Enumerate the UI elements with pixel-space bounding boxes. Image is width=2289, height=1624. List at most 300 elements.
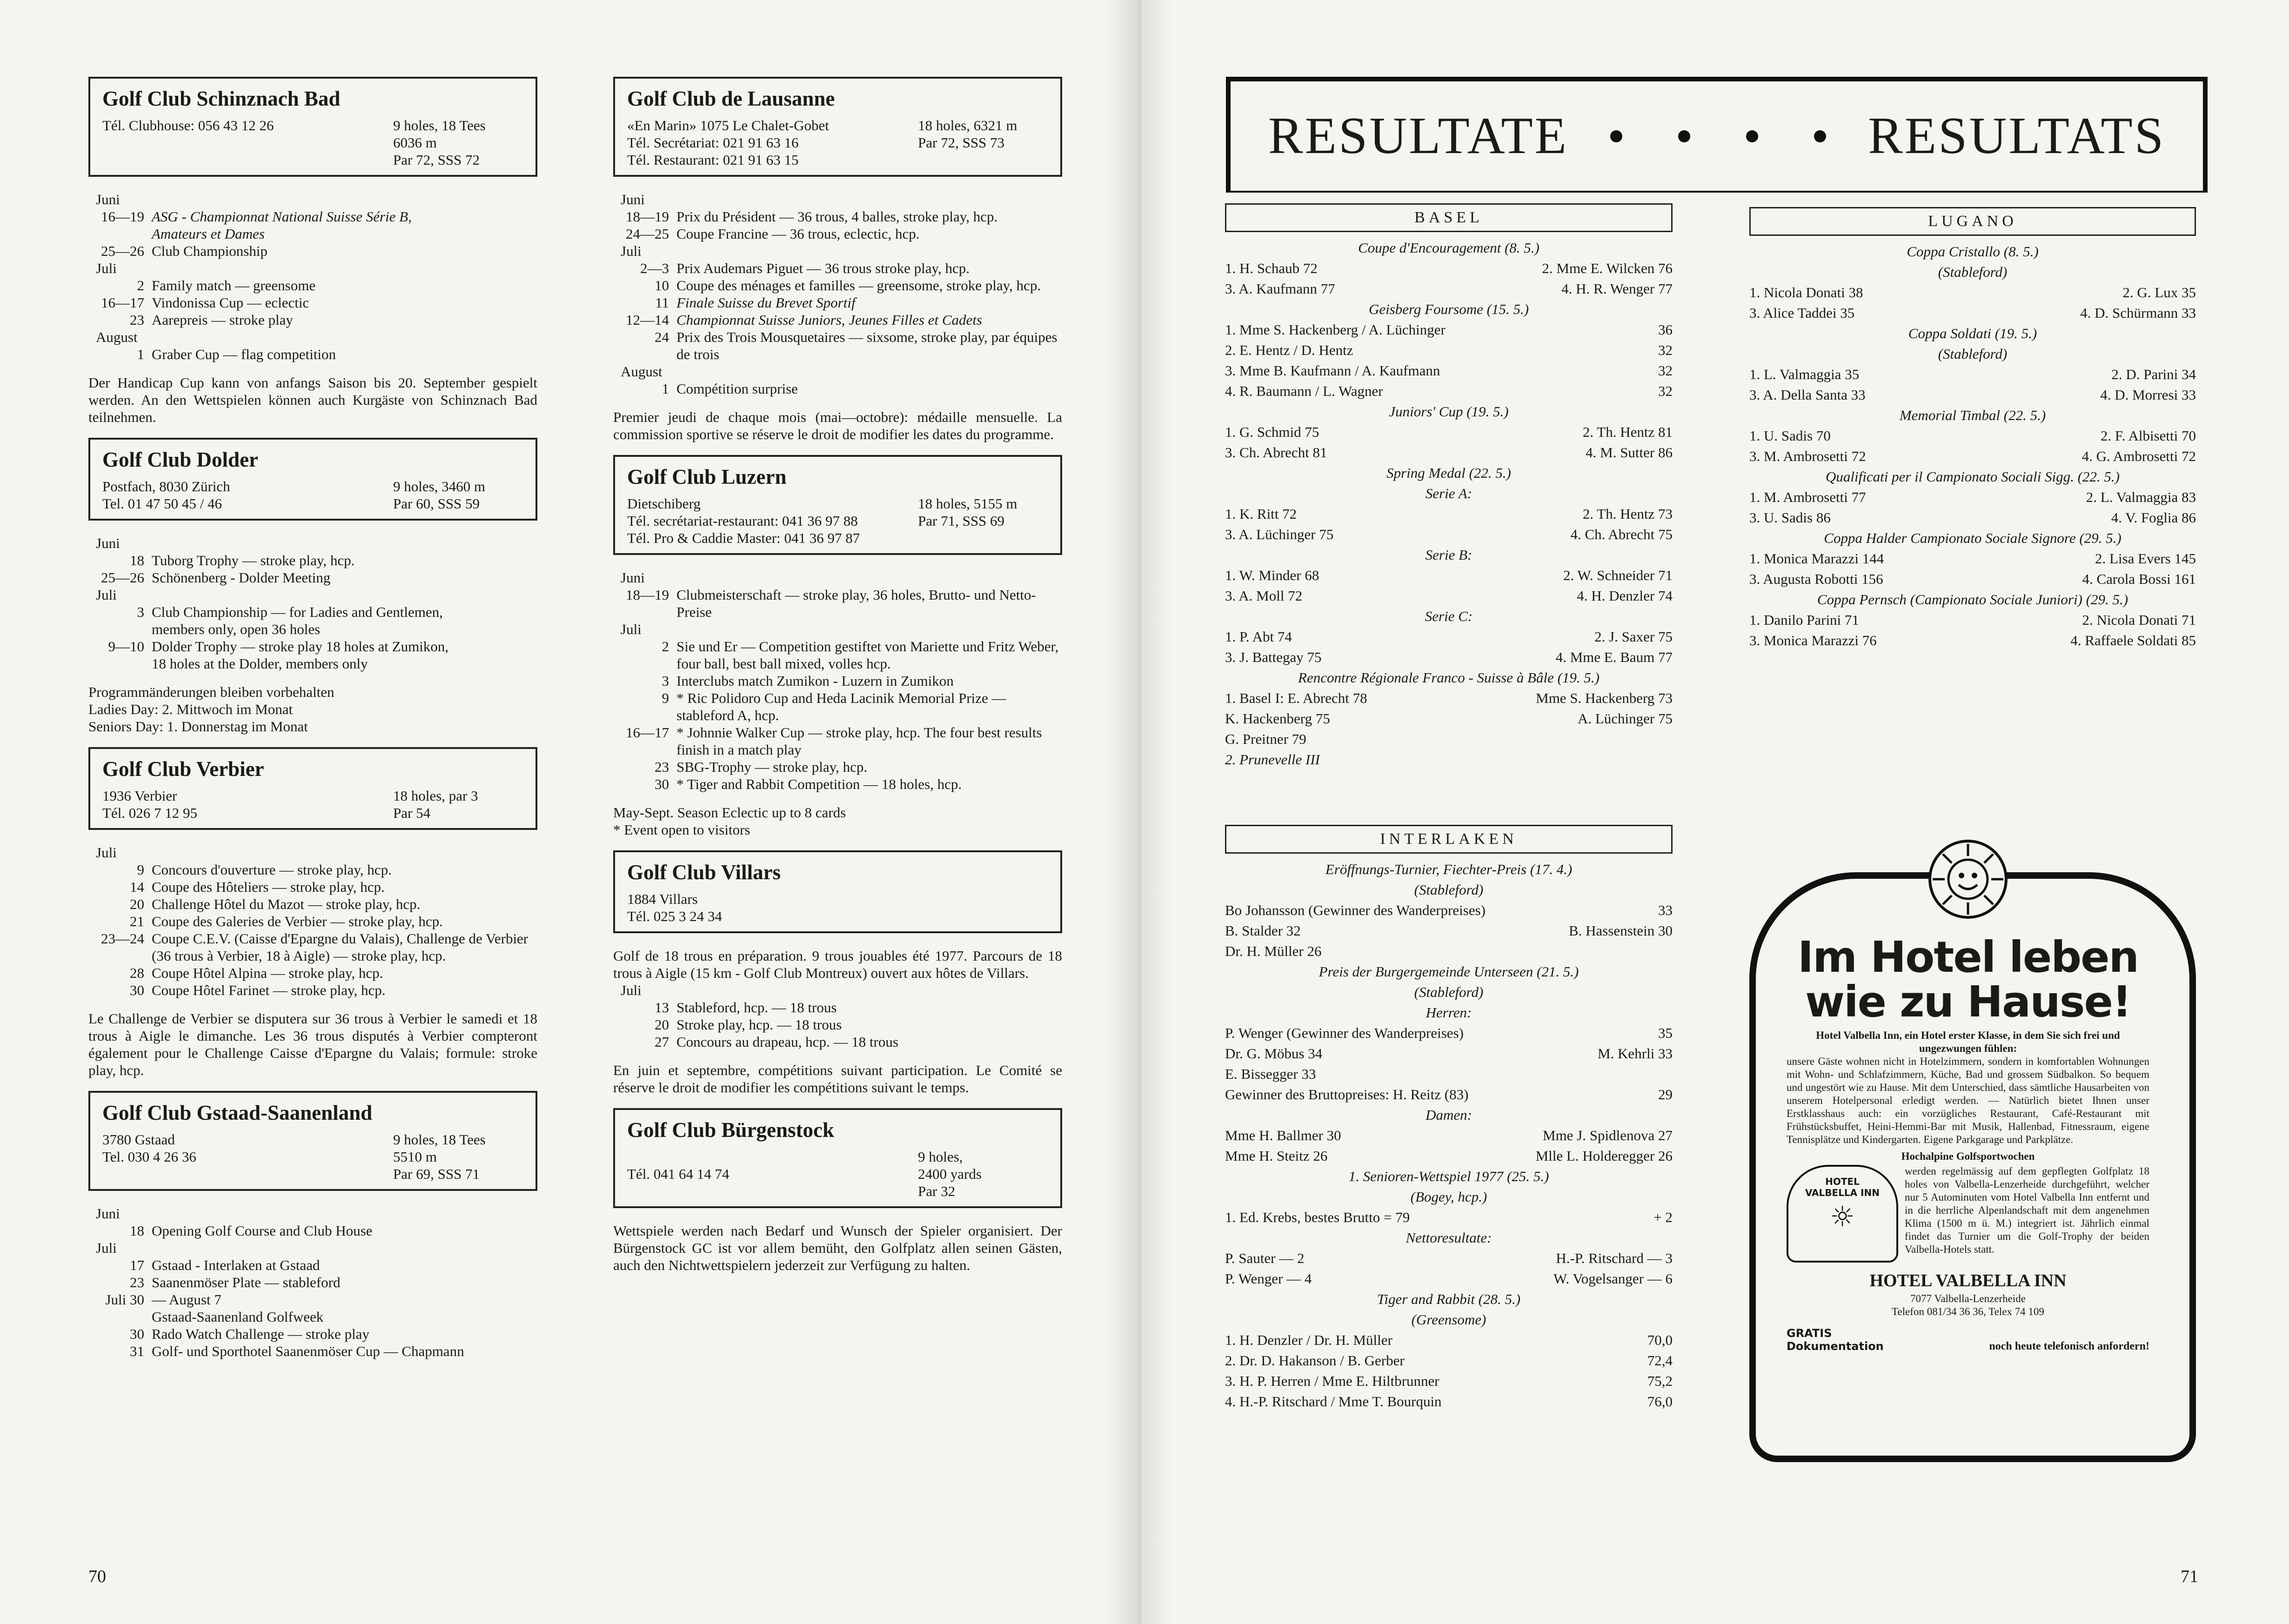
schedule-line	[613, 260, 1062, 277]
result-left: K. Hackenberg 75	[1225, 710, 1330, 727]
result-left: 3. A. Moll 72	[1225, 588, 1303, 604]
bullet-icon	[1610, 130, 1622, 142]
schedule-line	[88, 964, 537, 982]
schedule-line	[88, 878, 537, 896]
schedule-line	[88, 621, 537, 638]
result-left: Mme H. Ballmer 30	[1225, 1127, 1341, 1143]
schedule-line	[88, 982, 537, 999]
result-left: B. Stalder 32	[1225, 922, 1301, 939]
schedule-date: 1	[662, 381, 669, 397]
schedule-date: 20	[655, 1016, 669, 1033]
schedule-text: members only, open 36 holes	[152, 621, 321, 637]
result-right: 4. H. R. Wenger 77	[1561, 281, 1673, 297]
event-title: Nettoresultate:	[1406, 1230, 1492, 1246]
book-gutter	[1107, 0, 1172, 1624]
result-left: 1. Basel I: E. Abrecht 78	[1225, 690, 1367, 706]
schedule-line	[613, 638, 1062, 672]
result-left: 4. R. Baumann / L. Wagner	[1225, 383, 1383, 399]
schedule-text: Interclubs match Zumikon - Luzern in Zumikon	[676, 673, 954, 689]
result-row	[1225, 258, 1673, 279]
club-box-luzern	[613, 455, 1062, 555]
results-interlaken	[1225, 825, 1673, 1412]
club-address: Tél. 041 64 14 74	[627, 1166, 730, 1182]
result-left: 2. Prunevelle III	[1225, 751, 1320, 768]
schedule-text: Tuborg Trophy — stroke play, hcp.	[152, 552, 355, 568]
schedule-line	[613, 311, 1062, 328]
schedule-text: * Tiger and Rabbit Competition — 18 holes, hcp.	[676, 776, 962, 792]
schedule-text: Juli	[96, 587, 117, 603]
schedule-text: Prix du Président — 36 trous, 4 balles, stroke play, hcp.	[676, 208, 998, 225]
result-row	[1749, 385, 2196, 405]
right-page	[1135, 0, 2289, 1624]
result-row	[1225, 1125, 1673, 1146]
schedule-date: 3	[662, 673, 669, 689]
event-title: Juniors' Cup (19. 5.)	[1389, 403, 1509, 420]
result-row	[1225, 1084, 1673, 1105]
schedule-date: 9—10	[108, 638, 144, 655]
result-row	[1225, 320, 1673, 340]
schedule-line	[613, 999, 1062, 1016]
schedule-text: Gstaad - Interlaken at Gstaad	[152, 1257, 320, 1273]
event-title: Coppa Soldati (19. 5.)	[1908, 325, 2037, 341]
result-row	[1225, 1248, 1673, 1269]
result-row	[1225, 361, 1673, 381]
result-left: E. Bissegger 33	[1225, 1066, 1316, 1082]
schedule-line	[88, 1343, 537, 1360]
result-row	[1225, 1391, 1673, 1412]
schedule-date: 23	[130, 1274, 144, 1290]
result-left: Dr. H. Müller 26	[1225, 943, 1322, 959]
schedule-text: Coupe des Hôteliers — stroke play, hcp.	[152, 879, 385, 895]
schedule-line	[88, 294, 537, 311]
result-left: 3. M. Ambrosetti 72	[1749, 448, 1866, 464]
schedule-date: 14	[130, 879, 144, 895]
result-left: Mme H. Steitz 26	[1225, 1148, 1328, 1164]
schedule-text: Coupe C.E.V. (Caisse d'Epargne du Valais), Challenge de Verbier (36 trous à Verbier, 18 à Aigle) — stroke play, hcp.	[152, 930, 529, 964]
schedule-line	[613, 242, 1062, 260]
result-left: 1. Mme S. Hackenberg / A. Lüchinger	[1225, 321, 1446, 338]
ad-body: werden regelmässig auf dem gepflegten Golfplatz 18 holes von Valbella-Lenzerheide durchgeführt, welcher nur 5 Autominuten vom Hotel Valbella Inn entfernt und in die herrliche Alpenlandschaft mit dem angenehmen Klima (1500 m ü. M.) integriert ist. Jährlich einmal findet das Turnier um die Golf-Trophy der beiden Valbella-Hotels statt.	[1905, 1165, 2149, 1255]
club-note: Premier jeudi de chaque mois (mai—octobre): médaille mensuelle. La commission sportive se réserve le droit de modifier les dates du programme.	[613, 409, 1062, 442]
result-left: 1. Danilo Parini 71	[1749, 612, 1859, 628]
club-box-schinznach	[88, 77, 537, 177]
schedule-text: Coupe Hôtel Farinet — stroke play, hcp.	[152, 982, 386, 998]
result-right: 32	[1658, 383, 1673, 399]
result-left: 1. K. Ritt 72	[1225, 506, 1297, 522]
result-right: 33	[1658, 902, 1673, 918]
schedule-date: 23	[130, 312, 144, 328]
schedule-verbier	[88, 844, 537, 999]
bullet-icon	[1814, 130, 1826, 142]
result-row	[1225, 749, 1673, 770]
result-right: Mme S. Hackenberg 73	[1536, 690, 1673, 706]
club-box-burgenstock	[613, 1108, 1062, 1208]
result-right: 4. V. Foglia 86	[2111, 509, 2196, 526]
schedule-line	[88, 311, 537, 328]
result-row	[1225, 941, 1673, 962]
schedule-text: Amateurs et Dames	[152, 226, 265, 242]
schedule-line	[613, 758, 1062, 775]
schedule-line	[88, 535, 537, 552]
banner-dots	[1610, 130, 1826, 142]
result-right: 2. J. Saxer 75	[1594, 628, 1673, 645]
club-course-info: 18 holes, par 3 Par 54	[393, 788, 478, 821]
schedule-text: Saanenmöser Plate — stableford	[152, 1274, 341, 1290]
schedule-date: 2—3	[640, 260, 669, 276]
club-course-info: 9 holes, 18 Tees 6036 m Par 72, SSS 72	[393, 117, 486, 168]
schedule-text: Compétition surprise	[676, 381, 798, 397]
result-right: M. Kehrli 33	[1597, 1045, 1673, 1062]
result-row	[1225, 729, 1673, 749]
club-course-info: 9 holes, 2400 yards Par 32	[918, 1149, 982, 1199]
schedule-line	[88, 1205, 537, 1222]
result-row	[1225, 627, 1673, 647]
hotel-logo-text: HOTEL VALBELLA INN	[1805, 1176, 1880, 1198]
result-row	[1225, 422, 1673, 442]
result-right: 75,2	[1647, 1373, 1673, 1389]
schedule-date: 2	[137, 277, 144, 294]
city-header: BASEL	[1225, 203, 1673, 232]
schedule-line	[613, 1016, 1062, 1033]
club-address: «En Marin» 1075 Le Chalet-Gobet Tél. Secrétariat: 021 91 63 16 Tél. Restaurant: 021 91 63 15	[627, 117, 829, 168]
schedule-text: Schönenberg - Dolder Meeting	[152, 569, 331, 586]
schedule-text: Stableford, hcp. — 18 trous	[676, 999, 837, 1016]
schedule-line	[88, 277, 537, 294]
club-box-gstaad	[88, 1091, 537, 1191]
schedule-text: Coupe Hôtel Alpina — stroke play, hcp.	[152, 965, 383, 981]
event-title: (Stableford)	[1938, 264, 2008, 280]
result-left: Gewinner des Bruttopreises: H. Reitz (83)	[1225, 1086, 1469, 1103]
results-lugano	[1749, 207, 2196, 651]
club-box-lausanne	[613, 77, 1062, 177]
event-title: (Greensome)	[1411, 1311, 1486, 1328]
result-row	[1225, 688, 1673, 708]
schedule-date: Juli 30	[105, 1291, 144, 1308]
schedule-line	[613, 363, 1062, 380]
event-title: (Stableford)	[1938, 346, 2008, 362]
result-left: G. Preitner 79	[1225, 731, 1306, 747]
schedule-line	[88, 225, 537, 242]
schedule-line	[88, 1325, 537, 1343]
event-title: Coppa Pernsch (Campionato Sociale Juniori) (29. 5.)	[1817, 591, 2128, 608]
result-row	[1749, 446, 2196, 467]
results-basel	[1225, 203, 1673, 770]
result-right: 4. Mme E. Baum 77	[1555, 649, 1673, 665]
result-left: 1. Ed. Krebs, bestes Brutto = 79	[1225, 1209, 1410, 1225]
ad-content	[1787, 932, 2149, 1353]
schedule-line	[88, 1222, 537, 1239]
schedule-line	[613, 586, 1062, 621]
club-course-info: 9 holes, 3460 m Par 60, SSS 59	[393, 478, 486, 512]
schedule-date: 23—24	[101, 930, 144, 947]
event-title: Qualificati per il Campionato Sociali Sigg. (22. 5.)	[1825, 468, 2120, 485]
schedule-date: 18	[130, 1223, 144, 1239]
schedule-line	[613, 191, 1062, 208]
schedule-text: Juli	[96, 1240, 117, 1256]
result-left: P. Sauter — 2	[1225, 1250, 1305, 1266]
schedule-text: Graber Cup — flag competition	[152, 346, 336, 362]
result-left: 3. Monica Marazzi 76	[1749, 632, 1877, 648]
schedule-line	[613, 982, 1062, 999]
event-title: Preis der Burgergemeinde Unterseen (21. 5.)	[1319, 963, 1579, 980]
schedule-date: 20	[130, 896, 144, 912]
schedule-date: 25—26	[101, 243, 144, 259]
result-left: 1. Nicola Donati 38	[1749, 284, 1863, 301]
schedule-text: Juli	[621, 621, 642, 637]
schedule-line	[613, 689, 1062, 724]
schedule-date: 9	[662, 690, 669, 706]
result-right: 4. G. Ambrosetti 72	[2082, 448, 2196, 464]
result-row	[1225, 381, 1673, 401]
schedule-text: Juni	[96, 191, 120, 207]
result-row	[1225, 1146, 1673, 1166]
schedule-line	[88, 1256, 537, 1274]
results-list	[1225, 859, 1673, 1412]
ad-headline: Im Hotel leben	[1798, 932, 2138, 982]
event-title: Memorial Timbal (22. 5.)	[1899, 407, 2046, 423]
schedule-date: 10	[655, 277, 669, 294]
result-right: 35	[1658, 1025, 1673, 1041]
schedule-date: 21	[130, 913, 144, 929]
result-row	[1749, 282, 2196, 303]
schedule-date: 13	[655, 999, 669, 1016]
result-row	[1749, 508, 2196, 528]
schedule-date: 28	[130, 965, 144, 981]
schedule-text: Opening Golf Course and Club House	[152, 1223, 373, 1239]
club-box-villars	[613, 850, 1062, 933]
schedule-text: Dolder Trophy — stroke play 18 holes at Zumikon,	[152, 638, 449, 655]
schedule-text: ASG - Championnat National Suisse Série B,	[152, 208, 412, 225]
schedule-date: 16—19	[101, 208, 144, 225]
schedule-text: Juni	[621, 191, 645, 207]
event-title: Rencontre Régionale Franco - Suisse à Bâle (19. 5.)	[1298, 669, 1600, 686]
schedule-line	[88, 913, 537, 930]
result-right: Mlle L. Holderegger 26	[1535, 1148, 1673, 1164]
result-right: 70,0	[1647, 1332, 1673, 1348]
schedule-date: 16—17	[626, 724, 669, 741]
result-right: 2. W. Schneider 71	[1563, 567, 1673, 583]
schedule-text: Coupe Francine — 36 trous, eclectic, hcp.	[676, 226, 920, 242]
result-left: 3. Alice Taddei 35	[1749, 305, 1855, 321]
schedule-text: Juni	[96, 535, 120, 551]
club-name: Golf Club de Lausanne	[627, 87, 835, 110]
schedule-text: Prix des Trois Mousquetaires — sixsome, stroke play, par équipes de trois	[676, 329, 1057, 362]
result-row	[1225, 504, 1673, 524]
club-name: Golf Club Dolder	[102, 448, 259, 471]
event-title: Serie B:	[1425, 547, 1472, 563]
schedule-line	[88, 603, 537, 621]
result-right: 4. H. Denzler 74	[1577, 588, 1673, 604]
result-row	[1749, 548, 2196, 569]
club-note: Programmänderungen bleiben vorbehalten Ladies Day: 2. Mittwoch im Monat Seniors Day: 1. Donnerstag im Monat	[88, 684, 335, 735]
result-right: 4. D. Morresi 33	[2100, 387, 2196, 403]
schedule-line	[88, 552, 537, 569]
result-right: 4. Ch. Abrecht 75	[1570, 526, 1673, 542]
result-left: 1. U. Sadis 70	[1749, 428, 1831, 444]
schedule-line	[613, 672, 1062, 689]
event-title: Tiger and Rabbit (28. 5.)	[1377, 1291, 1521, 1307]
schedule-line	[613, 621, 1062, 638]
result-right: 36	[1658, 321, 1673, 338]
schedule-text: Concours d'ouverture — stroke play, hcp.	[152, 862, 392, 878]
result-left: 1. H. Denzler / Dr. H. Müller	[1225, 1332, 1392, 1348]
hotel-phone: Telefon 081/34 36 36, Telex 74 109	[1892, 1306, 2044, 1317]
result-row	[1225, 279, 1673, 299]
club-name: Golf Club Luzern	[627, 465, 787, 488]
schedule-date: 2	[662, 638, 669, 655]
event-title: Coppa Halder Campionato Sociale Signore (29. 5.)	[1824, 530, 2122, 546]
schedule-text: Clubmeisterschaft — stroke play, 36 holes, Brutto- und Netto-Preise	[676, 587, 1036, 620]
left-column-2	[613, 77, 1062, 1286]
schedule-line	[613, 208, 1062, 225]
sun-icon: ☼	[1830, 1201, 1855, 1233]
club-name: Golf Club Villars	[627, 861, 781, 884]
schedule-line	[613, 277, 1062, 294]
club-name: Golf Club Bürgenstock	[627, 1118, 835, 1142]
schedule-line	[613, 380, 1062, 397]
club-address: 1936 Verbier Tél. 026 7 12 95	[102, 788, 198, 821]
schedule-text: Rado Watch Challenge — stroke play	[152, 1326, 369, 1342]
schedule-line	[88, 586, 537, 603]
schedule-line	[88, 930, 537, 964]
result-right: 2. Th. Hentz 81	[1582, 424, 1673, 440]
result-right: 76,0	[1647, 1393, 1673, 1410]
result-row	[1225, 1064, 1673, 1084]
result-right: B. Hassenstein 30	[1568, 922, 1673, 939]
schedule-line	[88, 1239, 537, 1256]
club-address: Tél. Clubhouse: 056 43 12 26	[102, 117, 274, 134]
banner-title-de: RESULTATE	[1268, 107, 1569, 165]
result-right: 72,4	[1647, 1352, 1673, 1369]
schedule-text: August	[621, 363, 663, 380]
event-title: Herren:	[1426, 1004, 1472, 1021]
result-right: 2. F. Albisetti 70	[2100, 428, 2196, 444]
schedule-text: Juli	[96, 844, 117, 861]
club-note: En juin et septembre, compétitions suivant participation. Le Comité se réserve le droit de modifier les compétitions suivant le temps.	[613, 1062, 1062, 1096]
result-left: 3. U. Sadis 86	[1749, 509, 1831, 526]
schedule-line	[88, 1274, 537, 1291]
bullet-icon	[1746, 130, 1758, 142]
result-left: 3. A. Lüchinger 75	[1225, 526, 1334, 542]
schedule-text: Juni	[621, 569, 645, 586]
result-left: 3. J. Battegay 75	[1225, 649, 1322, 665]
result-right: 2. Lisa Evers 145	[2095, 550, 2196, 567]
schedule-line	[88, 844, 537, 861]
hotel-advertisement	[1749, 837, 2187, 1451]
schedule-text: Sie und Er — Competition gestiftet von Mariette und Fritz Weber, four ball, best ball mixed, volles hcp.	[676, 638, 1059, 672]
schedule-date: 18	[130, 552, 144, 568]
result-row	[1225, 1371, 1673, 1391]
schedule-text: Challenge Hôtel du Mazot — stroke play, hcp.	[152, 896, 421, 912]
schedule-dolder	[88, 535, 537, 672]
result-row	[1225, 647, 1673, 668]
bullet-icon	[1678, 130, 1690, 142]
schedule-line	[88, 346, 537, 363]
result-left: 3. Augusta Robotti 156	[1749, 571, 1883, 587]
event-title: Damen:	[1426, 1107, 1472, 1123]
schedule-text: August	[96, 329, 138, 345]
schedule-date: 9	[137, 862, 144, 878]
result-right: + 2	[1653, 1209, 1673, 1225]
schedule-text: Vindonissa Cup — eclectic	[152, 294, 309, 311]
event-title: Coupe d'Encouragement (8. 5.)	[1358, 240, 1539, 256]
schedule-text: Championnat Suisse Juniors, Jeunes Filles et Cadets	[676, 312, 982, 328]
schedule-line	[88, 638, 537, 655]
results-list	[1225, 238, 1673, 770]
ad-subheadline: Hotel Valbella Inn, ein Hotel erster Klasse, in dem Sie sich frei und ungezwungen fühlen:	[1816, 1029, 2120, 1054]
banner-title-fr: RESULTATS	[1868, 107, 2166, 165]
schedule-date: 30	[655, 776, 669, 792]
schedule-text: — August 7	[152, 1291, 221, 1308]
schedule-date: 30	[130, 1326, 144, 1342]
club-address: 3780 Gstaad Tel. 030 4 26 36	[102, 1131, 196, 1165]
schedule-date: 25—26	[101, 569, 144, 586]
schedule-date: 31	[130, 1343, 144, 1359]
city-header: LUGANO	[1749, 207, 2196, 236]
result-row	[1749, 303, 2196, 323]
result-left: 3. H. P. Herren / Mme E. Hiltbrunner	[1225, 1373, 1439, 1389]
result-row	[1225, 1207, 1673, 1228]
club-box-verbier	[88, 747, 537, 830]
result-left: P. Wenger (Gewinner des Wanderpreises)	[1225, 1025, 1464, 1041]
result-left: 1. H. Schaub 72	[1225, 260, 1318, 276]
schedule-line	[613, 225, 1062, 242]
result-right: 4. Raffaele Soldati 85	[2070, 632, 2196, 648]
result-left: 1. P. Abt 74	[1225, 628, 1292, 645]
schedule-line	[88, 208, 537, 225]
schedule-text: Family match — greensome	[152, 277, 316, 294]
schedule-text: Aarepreis — stroke play	[152, 312, 293, 328]
schedule-luzern	[613, 569, 1062, 793]
club-note: Wettspiele werden nach Bedarf und Wunsch der Spieler organisiert. Der Bürgenstock GC ist vor allem bemüht, den Golfplatz allen seinen Gästen, auch den Nichtwettspielern jederzeit zur Verfügung zu halten.	[613, 1223, 1062, 1273]
schedule-text: * Ric Polidoro Cup and Heda Lacinik Memorial Prize — stableford A, hcp.	[676, 690, 1006, 723]
schedule-line	[88, 1308, 537, 1325]
event-title: Coppa Cristallo (8. 5.)	[1907, 243, 2039, 260]
club-course-info: 9 holes, 18 Tees 5510 m Par 69, SSS 71	[393, 1131, 486, 1182]
event-title: Geisberg Foursome (15. 5.)	[1368, 301, 1529, 317]
schedule-date: 16—17	[101, 294, 144, 311]
result-left: Bo Johansson (Gewinner des Wanderpreises)	[1225, 902, 1486, 918]
hotel-name: HOTEL VALBELLA INN	[1869, 1271, 2067, 1290]
schedule-text: Stroke play, hcp. — 18 trous	[676, 1016, 842, 1033]
schedule-text: Golf- und Sporthotel Saanenmöser Cup — Chapmann	[152, 1343, 464, 1359]
result-row	[1225, 340, 1673, 361]
club-course-info: 18 holes, 5155 m Par 71, SSS 69	[918, 495, 1017, 529]
schedule-date: 24	[655, 329, 669, 345]
result-left: 4. H.-P. Ritschard / Mme T. Bourquin	[1225, 1393, 1442, 1410]
result-left: Dr. G. Möbus 34	[1225, 1045, 1323, 1062]
schedule-lausanne	[613, 191, 1062, 397]
result-right: H.-P. Ritschard — 3	[1556, 1250, 1673, 1266]
schedule-text: Prix Audemars Piguet — 36 trous stroke play, hcp.	[676, 260, 970, 276]
schedule-date	[88, 1308, 152, 1325]
result-right: 2. Th. Hentz 73	[1582, 506, 1673, 522]
schedule-text: 18 holes at the Dolder, members only	[152, 655, 368, 672]
schedule-text: Coupe des Galeries de Verbier — stroke play, hcp.	[152, 913, 443, 929]
left-page	[0, 0, 1135, 1624]
hotel-logo	[1787, 1165, 1898, 1263]
result-row	[1225, 442, 1673, 463]
schedule-date	[88, 225, 152, 242]
event-title: (Stableford)	[1414, 882, 1484, 898]
schedule-line	[88, 1291, 537, 1308]
club-box-dolder	[88, 438, 537, 521]
result-row	[1749, 487, 2196, 508]
result-left: 3. A. Della Santa 33	[1749, 387, 1866, 403]
result-row	[1749, 426, 2196, 446]
page-number: 71	[2181, 1567, 2198, 1586]
schedule-line	[613, 724, 1062, 758]
